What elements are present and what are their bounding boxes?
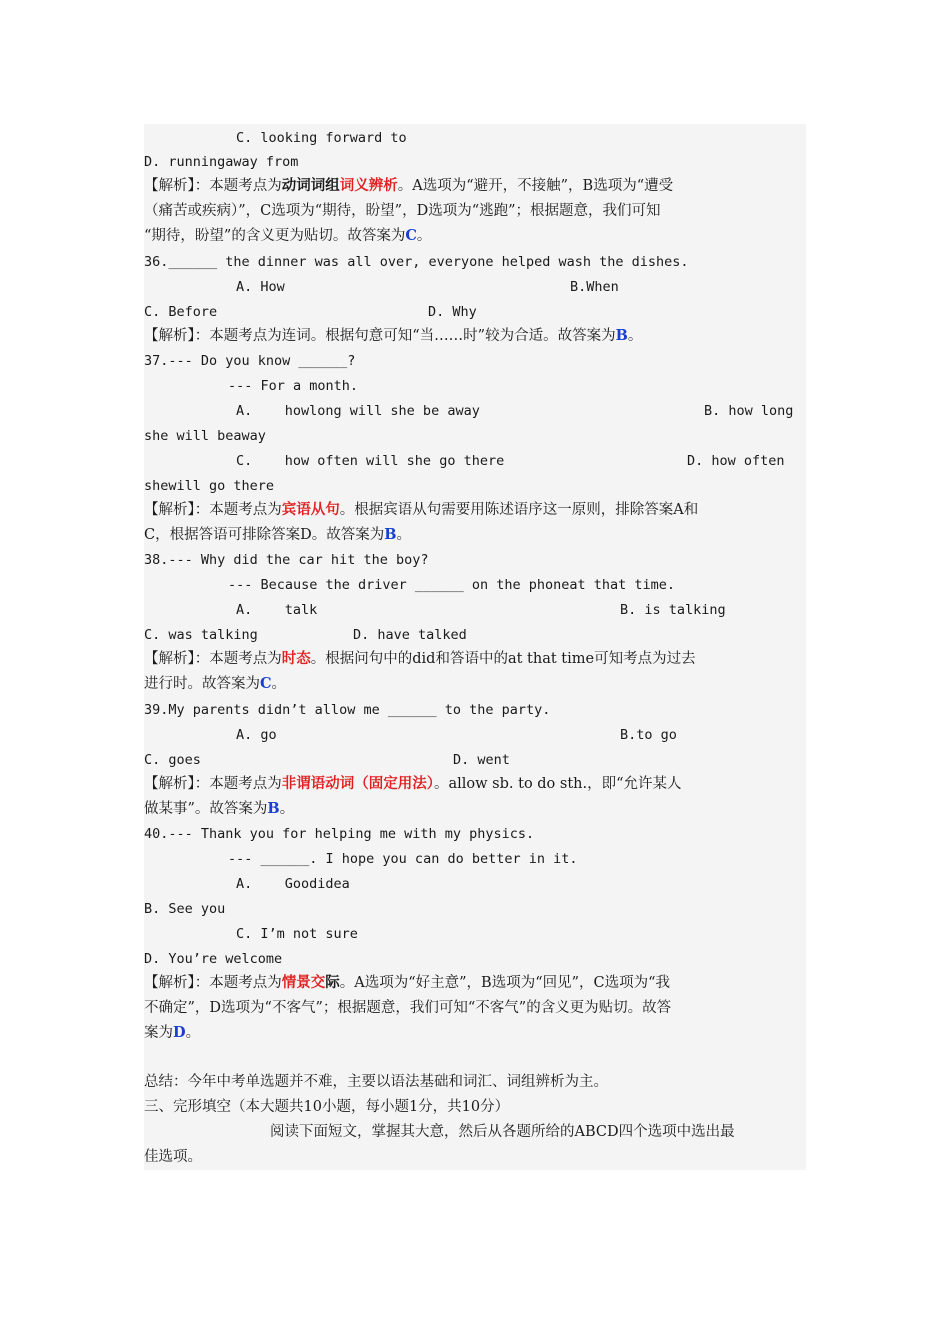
document-page — [144, 124, 806, 1170]
answer-letter: B — [615, 327, 628, 344]
q37-option-b: B. how long — [704, 403, 794, 419]
q38-option-a: A. talk — [236, 602, 318, 618]
q35-explanation-line3: “期待，盼望”的含义更为贴切。故答案为C。 — [144, 227, 432, 244]
q40-explanation-line1: 【解析】：本题考点为情景交际。A选项为“好主意”，B选项为“回见”，C选项为“我 — [144, 974, 671, 991]
q38-option-b: B. is talking — [620, 602, 726, 618]
q35-option-d: D. runningaway from — [144, 154, 299, 170]
q38-option-c: C. was talking — [144, 627, 258, 643]
q38-explanation-line1: 【解析】：本题考点为时态。根据问句中的did和答语中的at that time可知考点为过去 — [144, 650, 696, 667]
q37-option-d-cont: shewill go there — [144, 478, 275, 494]
q36-option-b: B.When — [570, 279, 619, 295]
explanation-label: 【解析】：本题考点为 — [144, 178, 282, 194]
answer-letter: C — [260, 675, 272, 692]
q40-explanation-line2: 不确定”，D选项为“不客气”；根据题意，我们可知“不客气”的含义更为贴切。故答 — [144, 1000, 672, 1016]
topic-keyword: 动词词组 — [281, 177, 340, 194]
q36-option-c: C. Before — [144, 304, 218, 320]
q39-option-b: B.to go — [620, 727, 677, 743]
summary-text: 总结：今年中考单选题并不难，主要以语法基础和词汇、词组辨析为主。 — [144, 1074, 608, 1090]
q40-option-b: B. See you — [144, 901, 226, 917]
q37-option-d: D. how often — [687, 453, 785, 469]
topic-keyword-highlight: 词义辨析 — [339, 177, 398, 194]
topic-keyword-highlight: 宾语从句 — [281, 501, 340, 518]
q40-reply: --- ______. I hope you can do better in it. — [228, 851, 578, 867]
q36-option-d: D. Why — [428, 304, 477, 320]
q40-explanation-line3: 案为D。 — [144, 1024, 201, 1041]
q39-option-d: D. went — [453, 752, 510, 768]
topic-keyword-highlight: 非谓语动词（固定用法） — [281, 775, 434, 792]
q40-option-c: C. I’m not sure — [236, 926, 358, 942]
q35-explanation-line1: 【解析】：本题考点为动词词组词义辨析。A选项为“避开，不接触”，B选项为“遭受 — [144, 177, 674, 194]
q40-option-a: A. Goodidea — [236, 876, 350, 892]
q38-stem: 38.--- Why did the car hit the boy? — [144, 552, 429, 568]
q35-explanation-line2: （痛苦或疾病）”，C选项为“期待，盼望”，D选项为“逃跑”；根据题意，我们可知 — [144, 203, 661, 219]
q36-explanation: 【解析】：本题考点为连词。根据句意可知“当……时”较为合适。故答案为B。 — [144, 327, 643, 344]
q39-option-c: C. goes — [144, 752, 201, 768]
q40-stem: 40.--- Thank you for helping me with my physics. — [144, 826, 535, 842]
q37-option-a: A. howlong will she be away — [236, 403, 480, 419]
q39-option-a: A. go — [236, 727, 277, 743]
topic-keyword-highlight: 时态 — [281, 650, 311, 667]
answer-letter: C — [405, 227, 417, 244]
section3-title: 三、完形填空（本大题共10小题，每小题1分，共10分） — [144, 1099, 510, 1115]
topic-keyword-highlight: 情景交 — [281, 974, 326, 991]
q37-explanation-line2: C，根据答语可排除答案D。故答案为B。 — [144, 526, 411, 543]
q40-option-d: D. You’re welcome — [144, 951, 283, 967]
answer-letter: D — [173, 1024, 186, 1041]
q38-explanation-line2: 进行时。故答案为C。 — [144, 675, 287, 692]
q36-stem: 36.______ the dinner was all over, everyone helped wash the dishes. — [144, 254, 689, 270]
q37-stem: 37.--- Do you know ______? — [144, 353, 356, 369]
q37-explanation-line1: 【解析】：本题考点为宾语从句。根据宾语从句需要用陈述语序这一原则，排除答案A和 — [144, 501, 699, 518]
q37-reply: --- For a month. — [228, 378, 359, 394]
q38-reply: --- Because the driver ______ on the phoneat that time. — [228, 577, 676, 593]
q35-option-c: C. looking forward to — [236, 130, 407, 146]
answer-letter: B — [384, 526, 397, 543]
section3-instruction-line2: 佳选项。 — [144, 1149, 202, 1165]
q37-option-b-cont: she will beaway — [144, 428, 266, 444]
answer-letter: B — [267, 800, 280, 817]
q39-explanation-line1: 【解析】：本题考点为非谓语动词（固定用法）。allow sb. to do sth.，即“允许某人 — [144, 775, 682, 792]
q36-option-a: A. How — [236, 279, 285, 295]
q37-option-c: C. how often will she go there — [236, 453, 505, 469]
section3-instruction-line1: 阅读下面短文，掌握其大意，然后从各题所给的ABCD四个选项中选出最 — [270, 1124, 735, 1140]
q39-explanation-line2: 做某事”。故答案为B。 — [144, 800, 295, 817]
q39-stem: 39.My parents didn’t allow me ______ to the party. — [144, 702, 551, 718]
topic-keyword: 际 — [325, 974, 340, 991]
q38-option-d: D. have talked — [353, 627, 467, 643]
